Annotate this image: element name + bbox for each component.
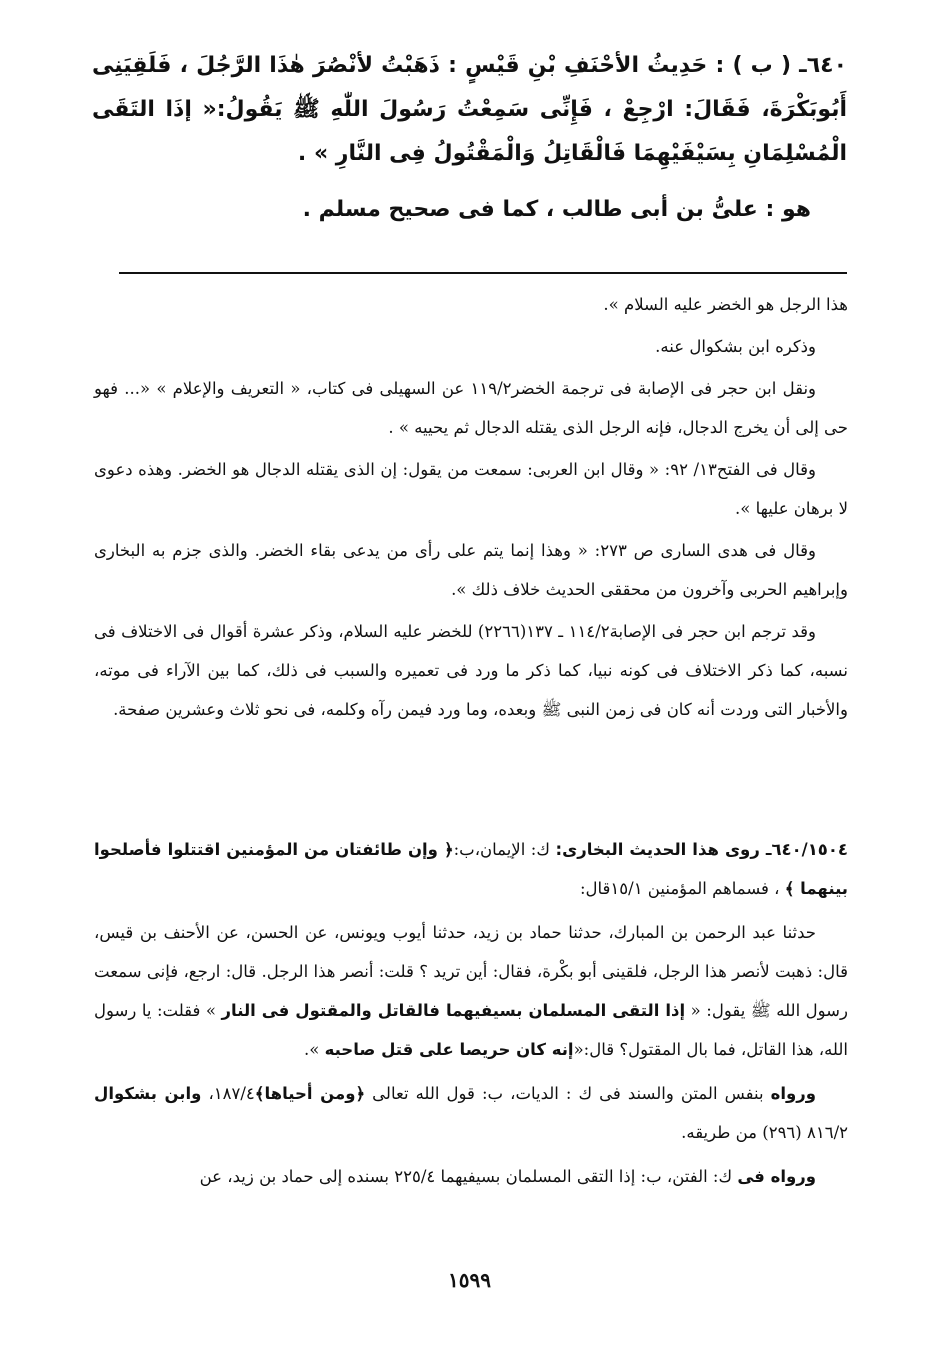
main-text bbox=[92, 44, 847, 232]
narration-label: ورواه bbox=[770, 1084, 817, 1103]
commentary-ref: ، فسماهم المؤمنين ١٥/١قال: bbox=[579, 879, 785, 898]
narration-text: بنفس المتن والسند فى ك : الديات، ب: قول الله تعالى bbox=[365, 1084, 771, 1103]
isnad-text: » فقلت: يا رسول الله، هذا القاتل، فما بال المقتول؟ قال:« bbox=[94, 1001, 848, 1059]
hadith-quote: إذا التقى المسلمان بسيفيهما فالقاتل والمقتول فى النار bbox=[221, 1001, 686, 1020]
quran-verse: ﴿ وإن طائفتان من المؤمنين اقتتلوا فأصلحوا بينهما ﴾ bbox=[94, 840, 848, 898]
commentary-isnad bbox=[94, 913, 848, 1069]
hadith-commentary bbox=[94, 830, 848, 1201]
narration-text: ك: الفتن، ب: إذا التقى المسلمان بسيفيهما ٢٢٥/٤ بسنده إلى حماد بن زيد، عن bbox=[199, 1167, 738, 1186]
narration-text: ١٨٧/٤، bbox=[201, 1084, 255, 1103]
footnote-separator bbox=[119, 272, 847, 274]
quran-verse: ﴿ومن أحياها﴾ bbox=[254, 1084, 366, 1103]
commentary-narration bbox=[94, 1074, 848, 1152]
commentary-heading: ٦٤٠/١٥٠٤ـ روى هذا الحديث البخارى: bbox=[555, 840, 848, 859]
note-paragraph: وقال فى الفتح١٣/ ٩٢: « وقال ابن العربى: سمعت من يقول: إن الذى يقتله الدجال هو الخضر. وهذه دعوى لا برهان عليها ». bbox=[94, 460, 848, 518]
hadith-number: ٦٤٠ـ ( ب ) : bbox=[715, 53, 848, 78]
hadith-quote: إنه كان حريصا على قتل صاحبه bbox=[324, 1040, 574, 1059]
page-number: ١٥٩٩ bbox=[448, 1268, 491, 1292]
hadith-attribution: هو : علىُّ بن أبى طالب ، كما فى صحيح مسلم . bbox=[302, 197, 811, 222]
note-paragraph: وقال فى هدى السارى ص ٢٧٣: « وهذا إنما يتم على رأى من يدعى بقاء الخضر. والذى جزم به البخارى وإبراهيم الحربى وآخرون من محققى الحديث خلاف ذلك ». bbox=[94, 541, 848, 599]
hadith-640b bbox=[92, 44, 847, 176]
isnad-text: ». bbox=[303, 1040, 325, 1059]
narration-text: ٨١٦/٢ (٢٩٦) من طريقه. bbox=[681, 1123, 848, 1142]
commentary-intro bbox=[94, 830, 848, 908]
commentary-narration bbox=[94, 1157, 848, 1196]
isnad-text: حدثنا عبد الرحمن بن المبارك، حدثنا حماد بن زيد، حدثنا أيوب ويونس، عن الحسن، عن الأحنف بن قيس، قال: ذهبت لأنصر هذا الرجل، فلقينى أبو بكْرة، فقال: أين تريد ؟ قلت: أنصر هذا الرجل. قال: ارجع، فإنى سمعت رسول الله ﷺ يقول: « bbox=[94, 923, 848, 1020]
note-paragraph: وقد ترجم ابن حجر فى الإصابة١١٤/٢ ـ ١٣٧(٢٢٦٦) للخضر عليه السلام، وذكر عشرة أقوال فى الاختلاف فى نسبه، كما ذكر الاختلاف فى كونه نبيا، كما ذكر ما ورد فى تعميره والسبب فى ذلك، كما بين الآراء فى موته، والأخبار التى وردت أنه كان فى زمن النبى ﷺ وبعده، وما ورد فيمن رآه وكلمه، فى نحو ثلاث وعشرين صفحة. bbox=[94, 622, 848, 719]
hadith-text: حَدِيثُ الأحْنَفِ بْنِ قَيْسٍ : ذَهَبْتُ لأنْصُرَ هٰذَا الرَّجُلَ ، فَلَقِيَنِى أَبُوبَكْرَةَ، فَقَالَ: ارْجِعْ ، فَإِنِّى سَمِعْتُ رَسُولَ اللّٰهِ ﷺ يَقُولُ:« إذَا التَقَى الْمُسْلِمَانِ بِسَيْفَيْهِمَا فَالْقَاتِلُ وَالْمَقْتُولُ فِى النَّارِ » . bbox=[92, 53, 847, 166]
narration-label: ورواه فى bbox=[737, 1167, 816, 1186]
commentary-ref: ك: الإيمان،ب: bbox=[453, 840, 556, 859]
note-paragraph: ونقل ابن حجر فى الإصابة فى ترجمة الخضر١١٩/٢ عن السهيلى فى كتاب، « التعريف والإعلام » «... فهو حى إلى أن يخرج الدجال، فإنه الرجل الذى يقتله الدجال ثم يحييه » . bbox=[94, 379, 848, 437]
footnotes bbox=[94, 285, 848, 732]
narration-label: وابن بشكوال bbox=[94, 1084, 202, 1103]
note-paragraph: هذا الرجل هو الخضر عليه السلام ». bbox=[603, 295, 848, 314]
note-paragraph: وذكره ابن بشكوال عنه. bbox=[655, 337, 816, 356]
